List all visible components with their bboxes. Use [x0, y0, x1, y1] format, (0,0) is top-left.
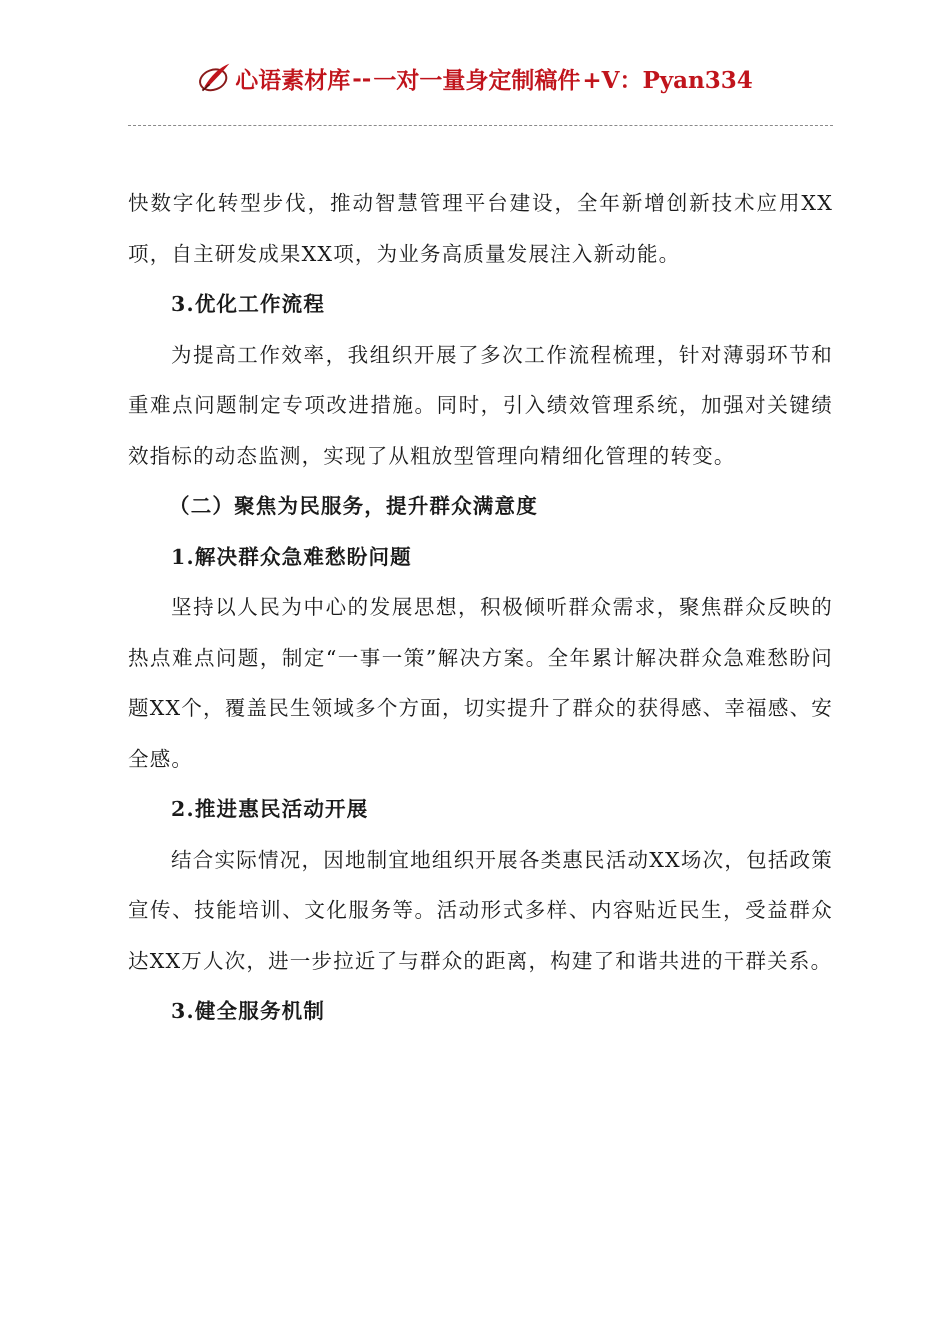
paragraph-workflow: 为提高工作效率，我组织开展了多次工作流程梳理，针对薄弱环节和重难点问题制定专项改进措施。同时，引入绩效管理系统，加强对关键绩效指标的动态监测，实现了从粗放型管理向精细化管理的转变。 — [128, 342, 833, 468]
paragraph-benefit-activities: 结合实际情况，因地制宜地组织开展各类惠民活动XX场次，包括政策宣传、技能培训、文化服务等。活动形式多样、内容贴近民生，受益群众达XX万人次，进一步拉近了与群众的距离，构建了和谐共进的干群关系。 — [128, 847, 833, 973]
quill-pen-swirl-icon — [197, 60, 233, 96]
subheading-benefit-activities: 2.推进惠民活动开展 — [171, 797, 369, 821]
subheading-service-mechanism: 3.健全服务机制 — [171, 999, 326, 1023]
brand-name: 心语素材库 — [235, 66, 351, 94]
document-body — [128, 178, 833, 1037]
paragraph-solve-problems: 坚持以人民为中心的发展思想，积极倾听群众需求，聚焦群众反映的热点难点问题，制定“一事一策”解决方案。全年累计解决群众急难愁盼问题XX个，覆盖民生领域多个方面，切实提升了群众的获得感、幸福感、安全感。 — [128, 595, 833, 771]
header-banner — [197, 60, 753, 96]
header-tagline: 一对一量身定制稿件 — [373, 66, 581, 94]
section-heading-service: （二）聚焦为民服务，提升群众满意度 — [169, 494, 538, 518]
header-divider — [128, 125, 833, 126]
header-contact: +V：Pyan334 — [582, 66, 753, 94]
subheading-optimize-workflow: 3.优化工作流程 — [171, 292, 326, 316]
paragraph-continued: 快数字化转型步伐，推动智慧管理平台建设，全年新增创新技术应用XX项，自主研发成果XX项，为业务高质量发展注入新动能。 — [128, 191, 833, 266]
subheading-solve-problems: 1.解决群众急难愁盼问题 — [171, 544, 412, 569]
header-separator: -- — [352, 64, 372, 92]
page-header — [0, 60, 950, 104]
